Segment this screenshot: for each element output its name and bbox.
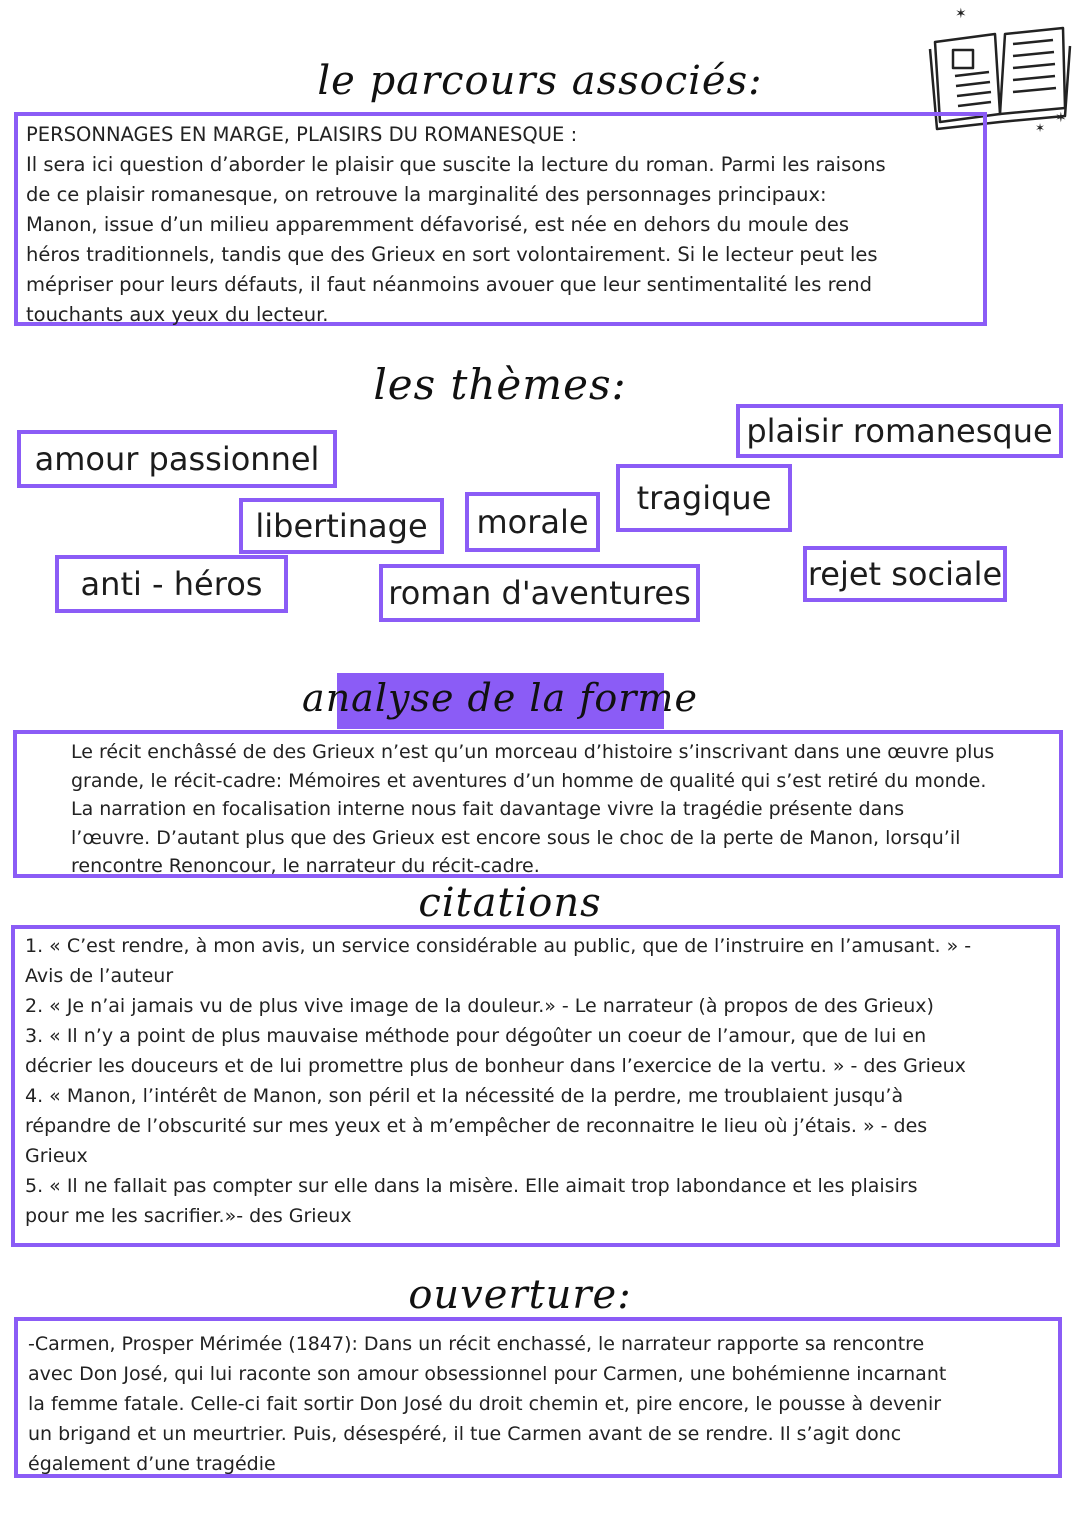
forme-box [13, 730, 1063, 878]
text-line: un brigand et un meurtrier. Puis, désespéré, il tue Carmen avant de se rendre. Il s’agit donc [28, 1423, 902, 1445]
text-line: mépriser pour leurs défauts, il faut néanmoins avouer que leur sentimentalité les rend [26, 273, 872, 296]
parcours-box [14, 112, 987, 326]
text-line: avec Don José, qui lui raconte son amour obsessionnel pour Carmen, une bohémienne incarnant [28, 1363, 947, 1385]
text-line: touchants aux yeux du lecteur. [26, 303, 329, 326]
citation-line: décrier les douceurs et de lui promettre plus de bonheur dans l’exercice de la vertu. » - des Grieux [25, 1055, 966, 1077]
text-line: grande, le récit-cadre: Mémoires et aventures d’un homme de qualité qui s’est retiré du monde. [71, 769, 987, 792]
citation-line: Avis de l’auteur [25, 965, 174, 987]
text-line: Le récit enchâssé de des Grieux n’est qu’un morceau d’histoire s’inscrivant dans une œuvre plus [71, 741, 995, 763]
text-line: -Carmen, Prosper Mérimée (1847): Dans un récit enchassé, le narrateur rapporte sa rencontre [28, 1333, 925, 1355]
text-line: la femme fatale. Celle-ci fait sortir Don José du droit chemin et, pire encore, le pousse à devenir [28, 1393, 942, 1415]
theme-tag: amour passionnel [17, 430, 337, 488]
parcours-title: PERSONNAGES EN MARGE, PLAISIRS DU ROMANESQUE : [26, 123, 578, 146]
svg-text:✶: ✶ [1035, 121, 1046, 135]
svg-text:✶: ✶ [1055, 110, 1067, 126]
theme-tag: morale [465, 492, 600, 552]
text-line: également d’une tragédie [28, 1453, 276, 1475]
ouverture-box [14, 1317, 1062, 1478]
theme-tag: libertinage [239, 498, 444, 554]
text-line: Il sera ici question d’aborder le plaisir que suscite la lecture du roman. Parmi les raisons [26, 153, 886, 176]
text-line: La narration en focalisation interne nous fait davantage vivre la tragédie présente dans [71, 798, 905, 820]
ouverture-heading: ouverture: [408, 1272, 632, 1318]
citation-line: répandre de l’obscurité sur mes yeux et à m’empêcher de reconnaitre le lieu où j’étais. » - des [25, 1115, 928, 1137]
citations-heading: citations [418, 880, 602, 926]
text-line: de ce plaisir romanesque, on retrouve la marginalité des personnages principaux: [26, 183, 827, 206]
text-line: rencontre Renoncour, le narrateur du récit-cadre. [71, 855, 540, 877]
citations-box [11, 925, 1060, 1247]
citation-line: 2. « Je n’ai jamais vu de plus vive image de la douleur.» - Le narrateur (à propos de des Grieux) [25, 995, 934, 1017]
theme-tag: anti - héros [55, 555, 288, 613]
citation-line: pour me les sacrifier.»- des Grieux [25, 1205, 352, 1227]
citation-line: 3. « Il n’y a point de plus mauvaise méthode pour dégoûter un coeur de l’amour, que de lui en [25, 1025, 927, 1047]
theme-tag: roman d'aventures [379, 564, 700, 622]
text-line: l’œuvre. D’autant plus que des Grieux est encore sous le choc de la perte de Manon, lorsqu’il [71, 826, 961, 849]
citation-line: 5. « Il ne fallait pas compter sur elle dans la misère. Elle aimait trop labondance et les plaisirs [25, 1175, 918, 1197]
forme-heading: analyse de la forme [302, 676, 698, 720]
theme-tag: rejet sociale [803, 546, 1007, 602]
svg-text:✶: ✶ [955, 6, 967, 22]
parcours-heading: le parcours associés: [317, 58, 763, 104]
text-line: Manon, issue d’un milieu apparemment défavorisé, est née en dehors du moule des [26, 213, 849, 236]
theme-tag: tragique [616, 464, 792, 532]
text-line: héros traditionnels, tandis que des Grieux en sort volontairement. Si le lecteur peut les [26, 243, 878, 266]
themes-heading: les thèmes: [373, 360, 627, 409]
citation-line: 4. « Manon, l’intérêt de Manon, son péril et la nécessité de la perdre, me troublaient jusqu’à [25, 1085, 904, 1107]
citation-line: Grieux [25, 1145, 88, 1167]
theme-tag: plaisir romanesque [736, 404, 1063, 458]
citation-line: 1. « C’est rendre, à mon avis, un service considérable au public, que de l’instruire en l’amusant. » - [25, 935, 972, 957]
